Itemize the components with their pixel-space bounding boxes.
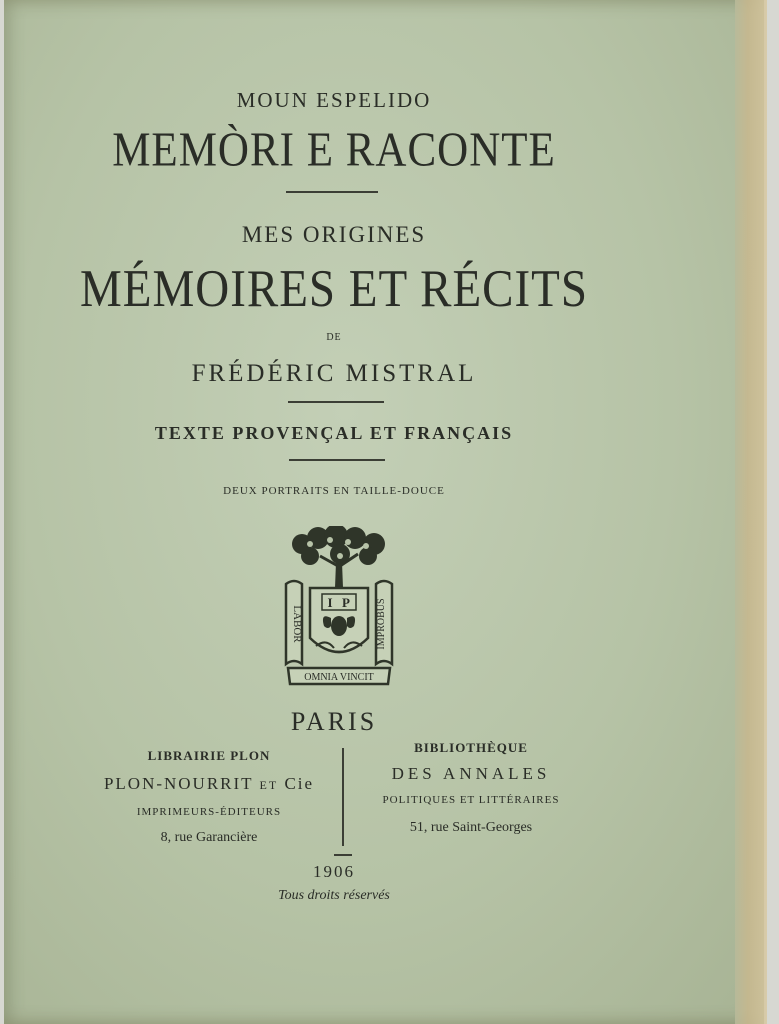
publisher-right-name: BIBLIOTHÈQUE: [414, 740, 528, 755]
title-provencal-main: MEMÒRI E RACONTE: [112, 124, 556, 177]
publication-city: PARIS: [290, 707, 378, 736]
emblem-monogram-prefix: I: [327, 595, 333, 610]
publisher-left-firm-et: ET: [259, 778, 279, 792]
divider-rule: [286, 191, 378, 193]
author-preposition: DE: [326, 332, 342, 343]
publisher-right-line3: POLITIQUES ET LITTÉRAIRES: [382, 794, 560, 806]
title-page: [4, 0, 764, 1024]
emblem-motto-bottom: OMNIA VINCIT: [304, 672, 374, 683]
page-edge: [735, 0, 767, 1024]
emblem-monogram: P: [342, 595, 350, 610]
edition-subtitle: TEXTE PROVENÇAL ET FRANÇAIS: [154, 423, 514, 443]
publisher-left-address: 8, rue Garancière: [160, 830, 258, 845]
divider-rule: [288, 401, 384, 403]
publisher-left-firm: [84, 774, 334, 794]
publisher-emblem-icon: [280, 526, 398, 688]
publisher-right-address: 51, rue Saint-Georges: [409, 820, 533, 835]
emblem-motto-left: LABOR: [291, 605, 303, 643]
divider-rule: [289, 459, 385, 461]
publisher-divider: [342, 748, 344, 846]
author-name: FRÉDÉRIC MISTRAL: [191, 360, 477, 387]
emblem-motto-right: IMPROBUS: [376, 598, 387, 650]
rights-notice: Tous droits réservés: [278, 888, 390, 903]
illustrations-note: DEUX PORTRAITS EN TAILLE-DOUCE: [223, 485, 445, 497]
publisher-left-firm-co: Cie: [284, 774, 315, 793]
publisher-left-firm-name: PLON-NOURRIT: [103, 774, 254, 793]
divider-rule: [334, 854, 352, 856]
publisher-left-role: IMPRIMEURS-ÉDITEURS: [136, 806, 282, 818]
title-french-line1: MES ORIGINES: [241, 222, 427, 247]
title-provencal-line1: MOUN ESPELIDO: [236, 88, 432, 112]
publication-year: 1906: [313, 862, 355, 881]
publisher-right-line2: DES ANNALES: [391, 764, 551, 783]
publisher-left-name: LIBRAIRIE PLON: [147, 748, 271, 763]
title-french-main: MÉMOIRES ET RÉCITS: [79, 259, 589, 319]
